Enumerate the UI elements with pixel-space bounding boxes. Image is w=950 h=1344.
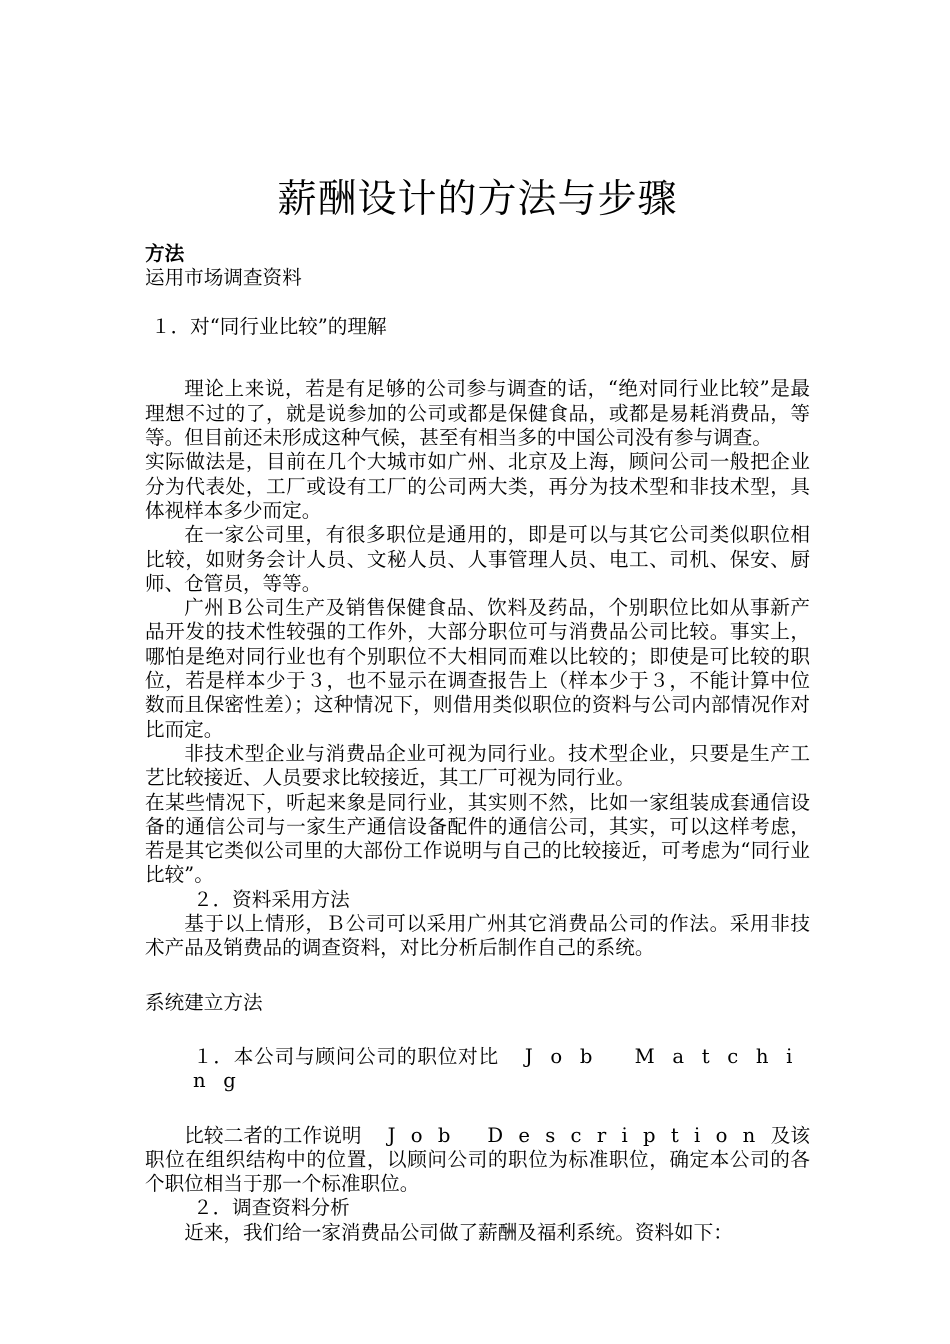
paragraph-8 xyxy=(145,1124,810,1197)
item-heading-2: ２．资料采用方法 xyxy=(193,887,350,911)
spacer xyxy=(145,291,810,315)
system-item-heading-2: ２．调查资料分析 xyxy=(193,1196,350,1220)
paragraph-6: 在某些情况下，听起来象是同行业，其实则不然，比如一家组装成套通信设备的通信公司与一家生产通信设备配件的通信公司，其实，可以这样考虑，若是其它类似公司里的大部份工作说明与自己的比较接近，可考虑为“同行业比较”。 xyxy=(145,790,810,887)
item-heading-1: １．对“同行业比较”的理解 xyxy=(151,314,387,338)
spacer xyxy=(145,339,810,363)
paragraph-7: 基于以上情形，Ｂ公司可以采用广州其它消费品公司的作法。采用非技术产品及销费品的调查资料，对比分析后制作自己的系统。 xyxy=(145,912,810,960)
system-item-heading-1 xyxy=(145,1045,810,1094)
paragraph-5: 非技术型企业与消费品企业可视为同行业。技术型企业，只要是生产工艺比较接近、人员要求比较接近，其工厂可视为同行业。 xyxy=(145,741,810,790)
paragraph-2: 实际做法是，目前在几个大城市如广州、北京及上海，顾问公司一般把企业分为代表处，工厂或设有工厂的公司两大类，再分为技术型和非技术型，具体视样本多少而定。 xyxy=(145,450,810,522)
section-heading-system: 系统建立方法 xyxy=(145,990,263,1014)
spacer xyxy=(145,961,810,991)
paragraph-3: 在一家公司里，有很多职位是通用的，即是可以与其它公司类似职位相比较，如财务会计人员、文秘人员、人事管理人员、电工、司机、保安、厨师、仓管员，等等。 xyxy=(145,523,810,595)
document-page xyxy=(145,172,810,1245)
spacer xyxy=(145,1094,810,1124)
system-item-1-text: １．本公司与顾问公司的职位对比 xyxy=(193,1044,499,1068)
spacer xyxy=(145,363,810,377)
spacer xyxy=(145,1015,810,1045)
paragraph-4: 广州Ｂ公司生产及销售保健食品、饮料及药品，个别职位比如从事新产品开发的技术性较强的工作外，大部分职位可与消费品公司比较。事实上，哪怕是绝对同行业也有个别职位不大相同而难以比较的；即使是可比较的职位，若是样本少于３，也不显示在调查报告上（样本少于３，不能计算中位数而且保密性差）；这种情况下，则借用类似职位的资料与公司内部情况作对比而定。 xyxy=(145,596,810,741)
page-title: 薪酬设计的方法与步骤 xyxy=(277,177,678,222)
paragraph-1: 理论上来说，若是有足够的公司参与调查的话，“绝对同行业比较”是最理想不过的了，就是说参加的公司或都是保健食品，或都是易耗消费品，等等。但目前还未形成这种气候，甚至有相当多的中国公司没有参与调查。 xyxy=(145,377,810,450)
paragraph-8-suffix: 及该职位在组织结构中的位置，以顾问公司的职位为标准职位，确定本公司的各个职位相当于那一个标准职位。 xyxy=(145,1123,811,1196)
job-matching-term: Job Matching xyxy=(193,1044,810,1093)
paragraph-8-prefix: 比较二者的工作说明 xyxy=(184,1123,362,1147)
job-description-term: Job Description xyxy=(387,1123,771,1147)
subheading-market-data: 运用市场调查资料 xyxy=(145,266,302,290)
section-heading-method: 方法 xyxy=(145,242,185,265)
paragraph-9: 近来，我们给一家消费品公司做了薪酬及福利系统。资料如下： xyxy=(184,1220,733,1244)
